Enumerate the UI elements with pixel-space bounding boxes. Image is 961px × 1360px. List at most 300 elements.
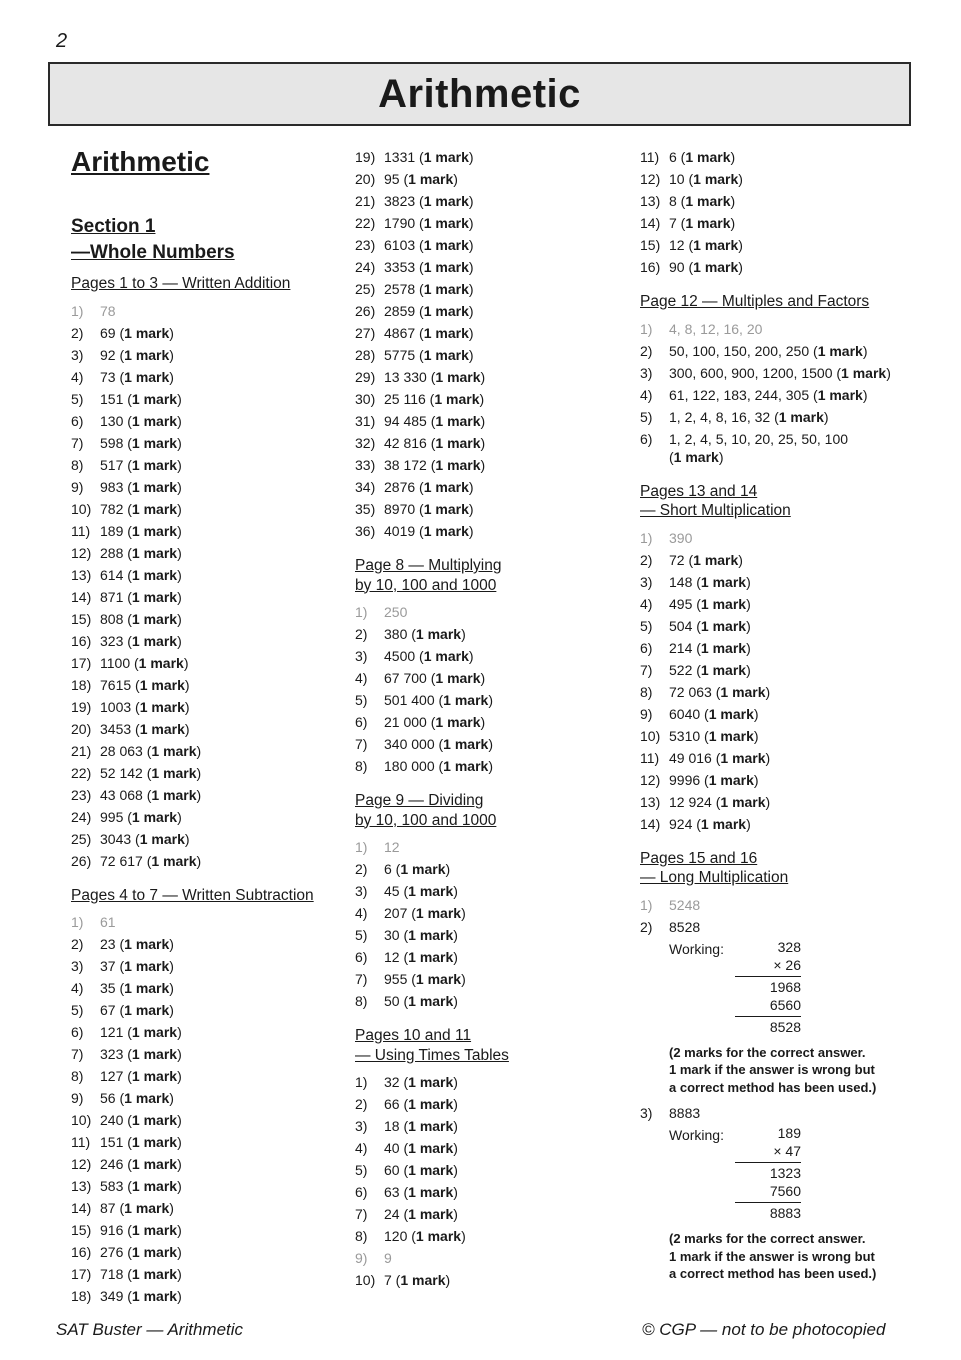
mark-label: 1 mark (415, 905, 462, 921)
answer-item (640, 813, 910, 835)
question-number: 5) (355, 1162, 368, 1178)
answer-text: 72 063 (669, 683, 712, 700)
mark-label: 1 mark (415, 626, 462, 642)
question-number: 6) (355, 949, 368, 965)
answer-text: 73 (100, 368, 116, 385)
answer-item (355, 300, 617, 322)
answer-value: 23 (1 mark) (100, 936, 174, 952)
answer-value: 28 063 (1 mark) (100, 742, 202, 759)
question-number: 3) (355, 883, 368, 899)
answer-item (71, 977, 333, 999)
question-number: 3) (640, 1105, 653, 1121)
question-number: 23) (355, 237, 376, 253)
answer-item (640, 1102, 910, 1289)
answer-value (669, 318, 762, 340)
answer-item (355, 1071, 617, 1093)
answer-item (71, 1087, 333, 1109)
answer-text: 12 (669, 237, 685, 253)
section-heading (71, 214, 333, 266)
mark-label: 1 mark (720, 749, 766, 766)
answer-item (71, 388, 333, 410)
working-line: × 26 (773, 956, 801, 973)
question-number: 22) (355, 215, 376, 231)
answer-value: 189 (1 mark) (100, 522, 182, 539)
answer-value: 214 (1 mark) (669, 639, 751, 656)
mark-label: 1 mark (131, 1222, 178, 1238)
question-number: 6) (355, 1184, 368, 1200)
mark-note (669, 1230, 876, 1283)
answer-value (100, 911, 116, 933)
answer-item (355, 146, 617, 168)
question-number: 33) (355, 457, 376, 473)
question-number: 2) (640, 342, 653, 359)
answer-text: 522 (669, 661, 693, 678)
block-heading-line: — Long Multiplication (640, 869, 789, 886)
mark-label: 1 mark (435, 670, 481, 686)
answer-text: 61, 122, 183, 244, 305 (669, 386, 810, 403)
mark-label: 1 mark (408, 1140, 454, 1156)
mark-label: 1 mark (693, 171, 739, 187)
answer-item (640, 340, 910, 362)
answer-item (71, 1197, 333, 1219)
section-heading-line: Section 1 (71, 216, 156, 237)
mark-label: 1 mark (131, 500, 178, 517)
answer-item (640, 725, 910, 747)
question-number: 29) (355, 369, 376, 385)
question-number: 19) (355, 149, 376, 165)
question-number: 2) (71, 936, 84, 952)
block-heading-line: Pages 13 and 14 (640, 482, 758, 500)
answer-text: 127 (100, 1068, 124, 1084)
answer-item (355, 645, 617, 667)
answer-value: 1100 (1 mark) (100, 654, 189, 671)
answer-text: 95 (384, 171, 400, 187)
answer-text: 45 (384, 883, 400, 899)
answer-text: 18 (384, 1118, 400, 1134)
mark-label: 1 mark (138, 654, 184, 671)
block-heading-line: Page 8 — Multiplying (355, 557, 502, 574)
question-number: 35) (355, 501, 376, 517)
question-number: 6) (355, 714, 368, 730)
answer-text: 8883 (669, 1105, 701, 1121)
mark-label: 1 mark (423, 325, 469, 341)
answer-value: 43 068 (1 mark) (100, 786, 202, 803)
question-number: 12) (640, 771, 661, 788)
answer-value: 6040 (1 mark) (669, 705, 759, 722)
answer-item (71, 740, 333, 762)
answer-item (355, 623, 617, 645)
question-number: 1) (355, 1074, 368, 1090)
answer-item (355, 902, 617, 924)
answer-value: 66 (1 mark) (384, 1096, 458, 1112)
column-2 (355, 146, 617, 1305)
answer-value: 2859 (1 mark) (384, 303, 474, 319)
answer-value: 983 (1 mark) (100, 478, 182, 495)
answer-text: 983 (100, 478, 124, 495)
mark-label: 1 mark (423, 523, 469, 539)
answer-text: 8528 (669, 918, 701, 935)
question-number: 7) (355, 971, 368, 987)
answer-value: 8970 (1 mark) (384, 501, 474, 517)
answer-item (640, 146, 910, 168)
answer-value: 6103 (1 mark) (384, 237, 474, 253)
answer-item (355, 733, 617, 755)
answer-item (640, 406, 910, 428)
answer-value: 38 172 (1 mark) (384, 457, 486, 473)
answer-value: 25 116 (1 mark) (384, 391, 485, 407)
answer-value: 61, 122, 183, 244, 305 (1 mark) (669, 386, 868, 403)
question-number: 4) (355, 1140, 368, 1156)
answer-text: 92 (100, 346, 116, 363)
mark-note-line: 1 mark if the answer is wrong but (669, 1062, 875, 1077)
answer-item (355, 432, 617, 454)
answer-item (71, 1043, 333, 1065)
answer-item (355, 1181, 617, 1203)
answer-text: 340 000 (384, 736, 435, 752)
question-number: 2) (355, 626, 368, 642)
answer-value: 583 (1 mark) (100, 1178, 182, 1194)
working-calculation (735, 1124, 801, 1222)
answer-text: 7 (669, 215, 677, 231)
mark-label: 1 mark (131, 632, 178, 649)
mark-label: 1 mark (124, 1090, 170, 1106)
mark-note-line: (2 marks for the correct answer. (669, 1231, 866, 1246)
answer-value: 955 (1 mark) (384, 971, 466, 987)
answer-item (640, 234, 910, 256)
answer-text: 25 116 (384, 391, 426, 407)
mark-label: 1 mark (817, 342, 863, 359)
answer-value: 288 (1 mark) (100, 544, 182, 561)
mark-label: 1 mark (700, 661, 747, 678)
answer-text: 782 (100, 500, 124, 517)
answer-value: 718 (1 mark) (100, 1266, 182, 1282)
answer-text: 9 (384, 1250, 392, 1266)
mark-label: 1 mark (151, 764, 197, 781)
answer-item (71, 366, 333, 388)
answer-value: 246 (1 mark) (100, 1156, 182, 1172)
answer-value: 45 (1 mark) (384, 883, 458, 899)
answer-text: 50 (384, 993, 400, 1009)
answer-text: 924 (669, 815, 693, 832)
question-number: 8) (71, 1068, 84, 1084)
mark-label: 1 mark (708, 727, 754, 744)
answer-text: 1, 2, 4, 8, 16, 32 (669, 408, 771, 425)
answer-item (355, 234, 617, 256)
answer-item (640, 212, 910, 234)
question-number: 21) (71, 742, 92, 759)
answer-text: 916 (100, 1222, 124, 1238)
mark-label: 1 mark (131, 1134, 178, 1150)
answer-text: 246 (100, 1156, 124, 1172)
mark-label: 1 mark (139, 698, 185, 715)
question-number: 1) (71, 302, 84, 319)
answer-item (355, 689, 617, 711)
answer-value: 151 (1 mark) (100, 390, 182, 407)
answer-value: 9996 (1 mark) (669, 771, 759, 788)
answer-value: 349 (1 mark) (100, 1288, 182, 1304)
question-number: 8) (355, 993, 368, 1009)
answer-list (355, 146, 617, 542)
question-number: 30) (355, 391, 376, 407)
question-number: 18) (71, 1288, 92, 1304)
answer-value: 12 (1 mark) (669, 237, 743, 253)
answer-text: 78 (100, 302, 116, 319)
question-number: 20) (71, 720, 92, 737)
working-line: 1968 (735, 976, 801, 996)
answer-text: 180 000 (384, 758, 435, 774)
question-number: 26) (355, 303, 376, 319)
question-number: 7) (71, 1046, 84, 1062)
answer-text: 3043 (100, 830, 132, 847)
answer-value (669, 527, 692, 549)
answer-item (355, 711, 617, 733)
answer-item (355, 1137, 617, 1159)
answer-value: 35 (1 mark) (100, 980, 174, 996)
answer-text: 148 (669, 573, 693, 590)
mark-label: 1 mark (131, 522, 178, 539)
mark-label: 1 mark (435, 435, 481, 451)
mark-label: 1 mark (131, 1112, 178, 1128)
mark-label: 1 mark (139, 720, 185, 737)
mark-note-line: a correct method has been used.) (669, 1266, 877, 1281)
answer-value: 871 (1 mark) (100, 588, 182, 605)
question-number: 24) (355, 259, 376, 275)
mark-label: 1 mark (131, 1024, 178, 1040)
question-number: 2) (71, 324, 84, 341)
answer-item (71, 344, 333, 366)
answer-item (355, 190, 617, 212)
answer-item (71, 1131, 333, 1153)
answer-value: 95 (1 mark) (384, 171, 458, 187)
answer-text: 72 (669, 551, 685, 568)
answer-value: 5310 (1 mark) (669, 727, 759, 744)
mark-label: 1 mark (841, 364, 887, 381)
answer-value: 67 (1 mark) (100, 1002, 174, 1018)
mark-label: 1 mark (131, 1068, 178, 1084)
answer-item (355, 1115, 617, 1137)
mark-label: 1 mark (124, 368, 170, 385)
answer-text: 130 (100, 412, 124, 429)
mark-label: 1 mark (423, 281, 469, 297)
question-number: 7) (71, 434, 84, 451)
answer-text: 4867 (384, 325, 416, 341)
answer-list (71, 911, 333, 1307)
answer-text: 30 (384, 927, 400, 943)
mark-label: 1 mark (124, 324, 170, 341)
answer-item (71, 828, 333, 850)
answer-text: 2876 (384, 479, 416, 495)
mark-label: 1 mark (415, 1228, 462, 1244)
block-heading-line: Page 12 — Multiples and Factors (640, 293, 870, 310)
question-number: 8) (355, 758, 368, 774)
question-number: 6) (640, 639, 653, 656)
answer-item (355, 410, 617, 432)
question-number: 5) (71, 1002, 84, 1018)
answer-value: 340 000 (1 mark) (384, 736, 493, 752)
answer-value: 4019 (1 mark) (384, 523, 474, 539)
footer-title: SAT Buster — Arithmetic (56, 1320, 244, 1339)
block-heading (640, 849, 910, 888)
answer-text: 49 016 (669, 749, 712, 766)
answer-value: 94 485 (1 mark) (384, 413, 486, 429)
answer-text: 67 700 (384, 670, 427, 686)
question-number: 9) (71, 478, 84, 495)
mark-label: 1 mark (131, 1046, 178, 1062)
question-number: 1) (640, 320, 653, 337)
block-heading-line: — Using Times Tables (355, 1046, 509, 1064)
answer-text: 23 (100, 936, 116, 952)
mark-note-line: (2 marks for the correct answer. (669, 1044, 866, 1060)
answer-text: 288 (100, 544, 124, 561)
answer-text: 87 (100, 1200, 116, 1216)
answer-value: 127 (1 mark) (100, 1068, 182, 1084)
mark-label: 1 mark (435, 369, 481, 385)
answer-item (71, 410, 333, 432)
working-line: 8883 (735, 1202, 801, 1222)
answer-text: 1331 (384, 149, 416, 165)
question-number: 4) (355, 670, 368, 686)
working-calculation (735, 938, 801, 1036)
answer-value: 1331 (1 mark) (384, 149, 474, 165)
answer-item (640, 593, 910, 615)
answer-value: 67 700 (1 mark) (384, 670, 486, 686)
answer-value (384, 1247, 392, 1269)
mark-label: 1 mark (778, 408, 824, 425)
answer-value: 1003 (1 mark) (100, 698, 190, 715)
banner-title: Arithmetic (378, 71, 581, 116)
answer-text: 3823 (384, 193, 416, 209)
answer-text: 6 (669, 149, 677, 165)
question-number: 1) (71, 914, 84, 930)
answer-value (384, 601, 407, 623)
answer-item (71, 520, 333, 542)
answer-item (71, 999, 333, 1021)
mark-label: 1 mark (131, 1178, 178, 1194)
question-number: 6) (71, 412, 84, 429)
mark-label: 1 mark (708, 771, 754, 788)
answer-item (640, 256, 910, 278)
mark-label: 1 mark (423, 259, 469, 275)
working-line: 328 (777, 938, 801, 955)
question-number: 11) (640, 749, 660, 766)
mark-note-line: 1 mark if the answer is wrong but (669, 1248, 875, 1264)
answer-item (640, 637, 910, 659)
question-number: 4) (71, 980, 84, 996)
question-number: 25) (355, 281, 376, 297)
block-heading (355, 791, 617, 830)
answer-text: 1790 (384, 215, 416, 231)
question-number: 16) (640, 259, 661, 275)
answer-item (640, 549, 910, 571)
mark-label: 1 mark (131, 566, 178, 583)
answer-value: 50, 100, 150, 200, 250 (1 mark) (669, 342, 868, 359)
answer-text: 28 063 (100, 742, 143, 759)
answer-item (71, 696, 333, 718)
question-number: 13) (71, 566, 92, 583)
answer-value: 72 063 (1 mark) (669, 683, 771, 700)
answer-item (355, 1269, 617, 1291)
answer-item (640, 615, 910, 637)
answer-text: 151 (100, 390, 124, 407)
answer-text: 10 (669, 171, 685, 187)
question-number: 3) (71, 346, 84, 363)
answer-text: 808 (100, 610, 124, 627)
answer-text: 390 (669, 529, 693, 546)
question-number: 26) (71, 852, 92, 869)
answer-value: 3353 (1 mark) (384, 259, 474, 275)
main-heading: Arithmetic (71, 146, 210, 177)
question-number: 25) (71, 830, 92, 847)
mark-label: 1 mark (423, 237, 469, 253)
block-heading (640, 292, 910, 312)
question-number: 17) (71, 1266, 92, 1282)
question-number: 8) (355, 1228, 368, 1244)
answer-text: 94 485 (384, 413, 427, 429)
page-number: 2 (56, 30, 68, 52)
answer-item (71, 1021, 333, 1043)
working-label: Working: (669, 1127, 724, 1143)
question-number: 14) (71, 588, 92, 605)
answer-item (71, 674, 333, 696)
answer-text: 5310 (669, 727, 701, 744)
answer-value: 24 (1 mark) (384, 1206, 458, 1222)
mark-label: 1 mark (408, 1162, 454, 1178)
answer-item (640, 190, 910, 212)
answer-text: 7 (384, 1272, 392, 1288)
answer-text: 276 (100, 1244, 124, 1260)
answer-item (355, 168, 617, 190)
mark-label: 1 mark (443, 758, 489, 774)
answer-value: 5775 (1 mark) (384, 347, 474, 363)
block-heading-line: by 10, 100 and 1000 (355, 576, 497, 594)
answer-value: 323 (1 mark) (100, 632, 182, 649)
answer-item (71, 630, 333, 652)
question-number: 34) (355, 479, 376, 495)
mark-label: 1 mark (139, 830, 185, 847)
answer-text: 517 (100, 456, 124, 473)
answer-text: 718 (100, 1266, 124, 1282)
block-multiples-factors (640, 292, 910, 468)
mark-label: 1 mark (408, 949, 454, 965)
example-answer (640, 527, 910, 549)
answer-item (71, 652, 333, 674)
answer-text: 6040 (669, 705, 701, 722)
answer-item (71, 476, 333, 498)
question-number: 15) (640, 237, 661, 253)
answer-value (669, 1102, 876, 1289)
mark-label: 1 mark (124, 1002, 170, 1018)
answer-value: 495 (1 mark) (669, 595, 751, 612)
question-number: 27) (355, 325, 376, 341)
answer-value: 522 (1 mark) (669, 661, 751, 678)
working (669, 1124, 876, 1222)
mark-label: 1 mark (131, 412, 178, 429)
answer-value: 323 (1 mark) (100, 1046, 182, 1062)
mark-label: 1 mark (151, 742, 197, 759)
answer-text: 504 (669, 617, 693, 634)
answer-text: 3353 (384, 259, 416, 275)
answer-text: 69 (100, 324, 116, 341)
mark-label: 1 mark (408, 927, 454, 943)
answer-item (71, 498, 333, 520)
answer-text: 9996 (669, 771, 701, 788)
answer-value: 6 (1 mark) (669, 149, 736, 165)
answer-text: 871 (100, 588, 124, 605)
example-answer (71, 300, 333, 322)
answer-value (669, 916, 876, 1103)
answer-text: 240 (100, 1112, 124, 1128)
question-number: 5) (640, 617, 653, 634)
